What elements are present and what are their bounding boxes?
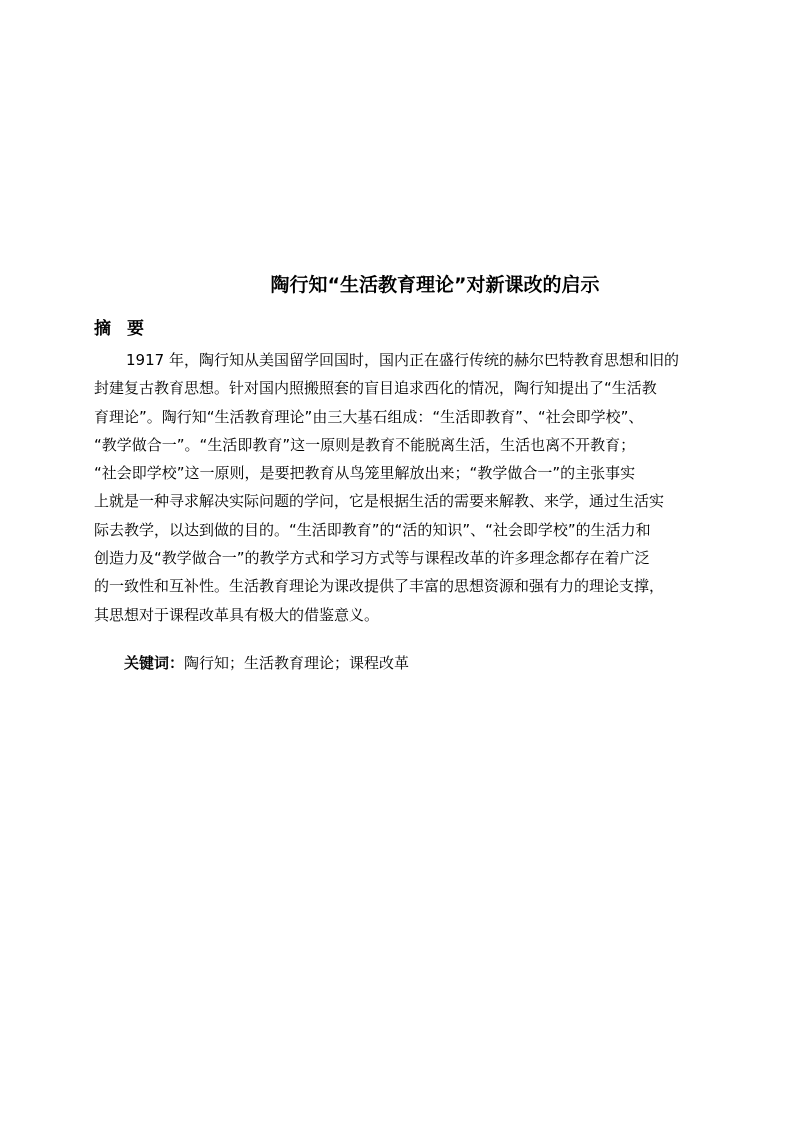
abstract-line: “教学做合一”。“生活即教育”这一原则是教育不能脱离生活，生活也离不开教育； xyxy=(94,435,636,454)
abstract-line: 1917 年，陶行知从美国留学回国时，国内正在盛行传统的赫尔巴特教育思想和旧的 xyxy=(126,351,679,369)
abstract-line: “社会即学校”这一原则，是要把教育从鸟笼里解放出来；“教学做合一”的主张事实 xyxy=(94,464,636,483)
abstract-line: 封建复古教育思想。针对国内照搬照套的盲目追求西化的情况，陶行知提出了“生活教 xyxy=(94,379,657,398)
abstract-heading-char-1: 摘 xyxy=(94,319,111,339)
abstract-line: 育理论”。陶行知“生活教育理论”由三大基石组成：“生活即教育”、“社会即学校”、 xyxy=(94,407,644,426)
abstract-body xyxy=(94,346,714,629)
abstract-heading xyxy=(94,314,144,339)
keywords-label: 关键词： xyxy=(124,654,185,672)
abstract-line: 际去教学，以达到做的目的。“生活即教育”的“活的知识”、“社会即学校”的生活力和 xyxy=(94,520,651,539)
abstract-line: 的一致性和互补性。生活教育理论为课改提供了丰富的思想资源和强有力的理论支撑， xyxy=(94,577,665,596)
abstract-line: 其思想对于课程改革具有极大的借鉴意义。 xyxy=(94,605,380,624)
abstract-line: 上就是一种寻求解决实际问题的学问，它是根据生活的需要来解教、来学，通过生活实 xyxy=(94,492,665,511)
abstract-heading-char-2: 要 xyxy=(127,319,144,339)
abstract-line: 创造力及“教学做合一”的教学方式和学习方式等与课程改革的许多理念都存在着广泛 xyxy=(94,549,650,568)
document-title: 陶行知“生活教育理论”对新课改的启示 xyxy=(270,274,600,296)
keywords-value: 陶行知；生活教育理论；课程改革 xyxy=(184,654,410,672)
keywords xyxy=(124,652,409,673)
